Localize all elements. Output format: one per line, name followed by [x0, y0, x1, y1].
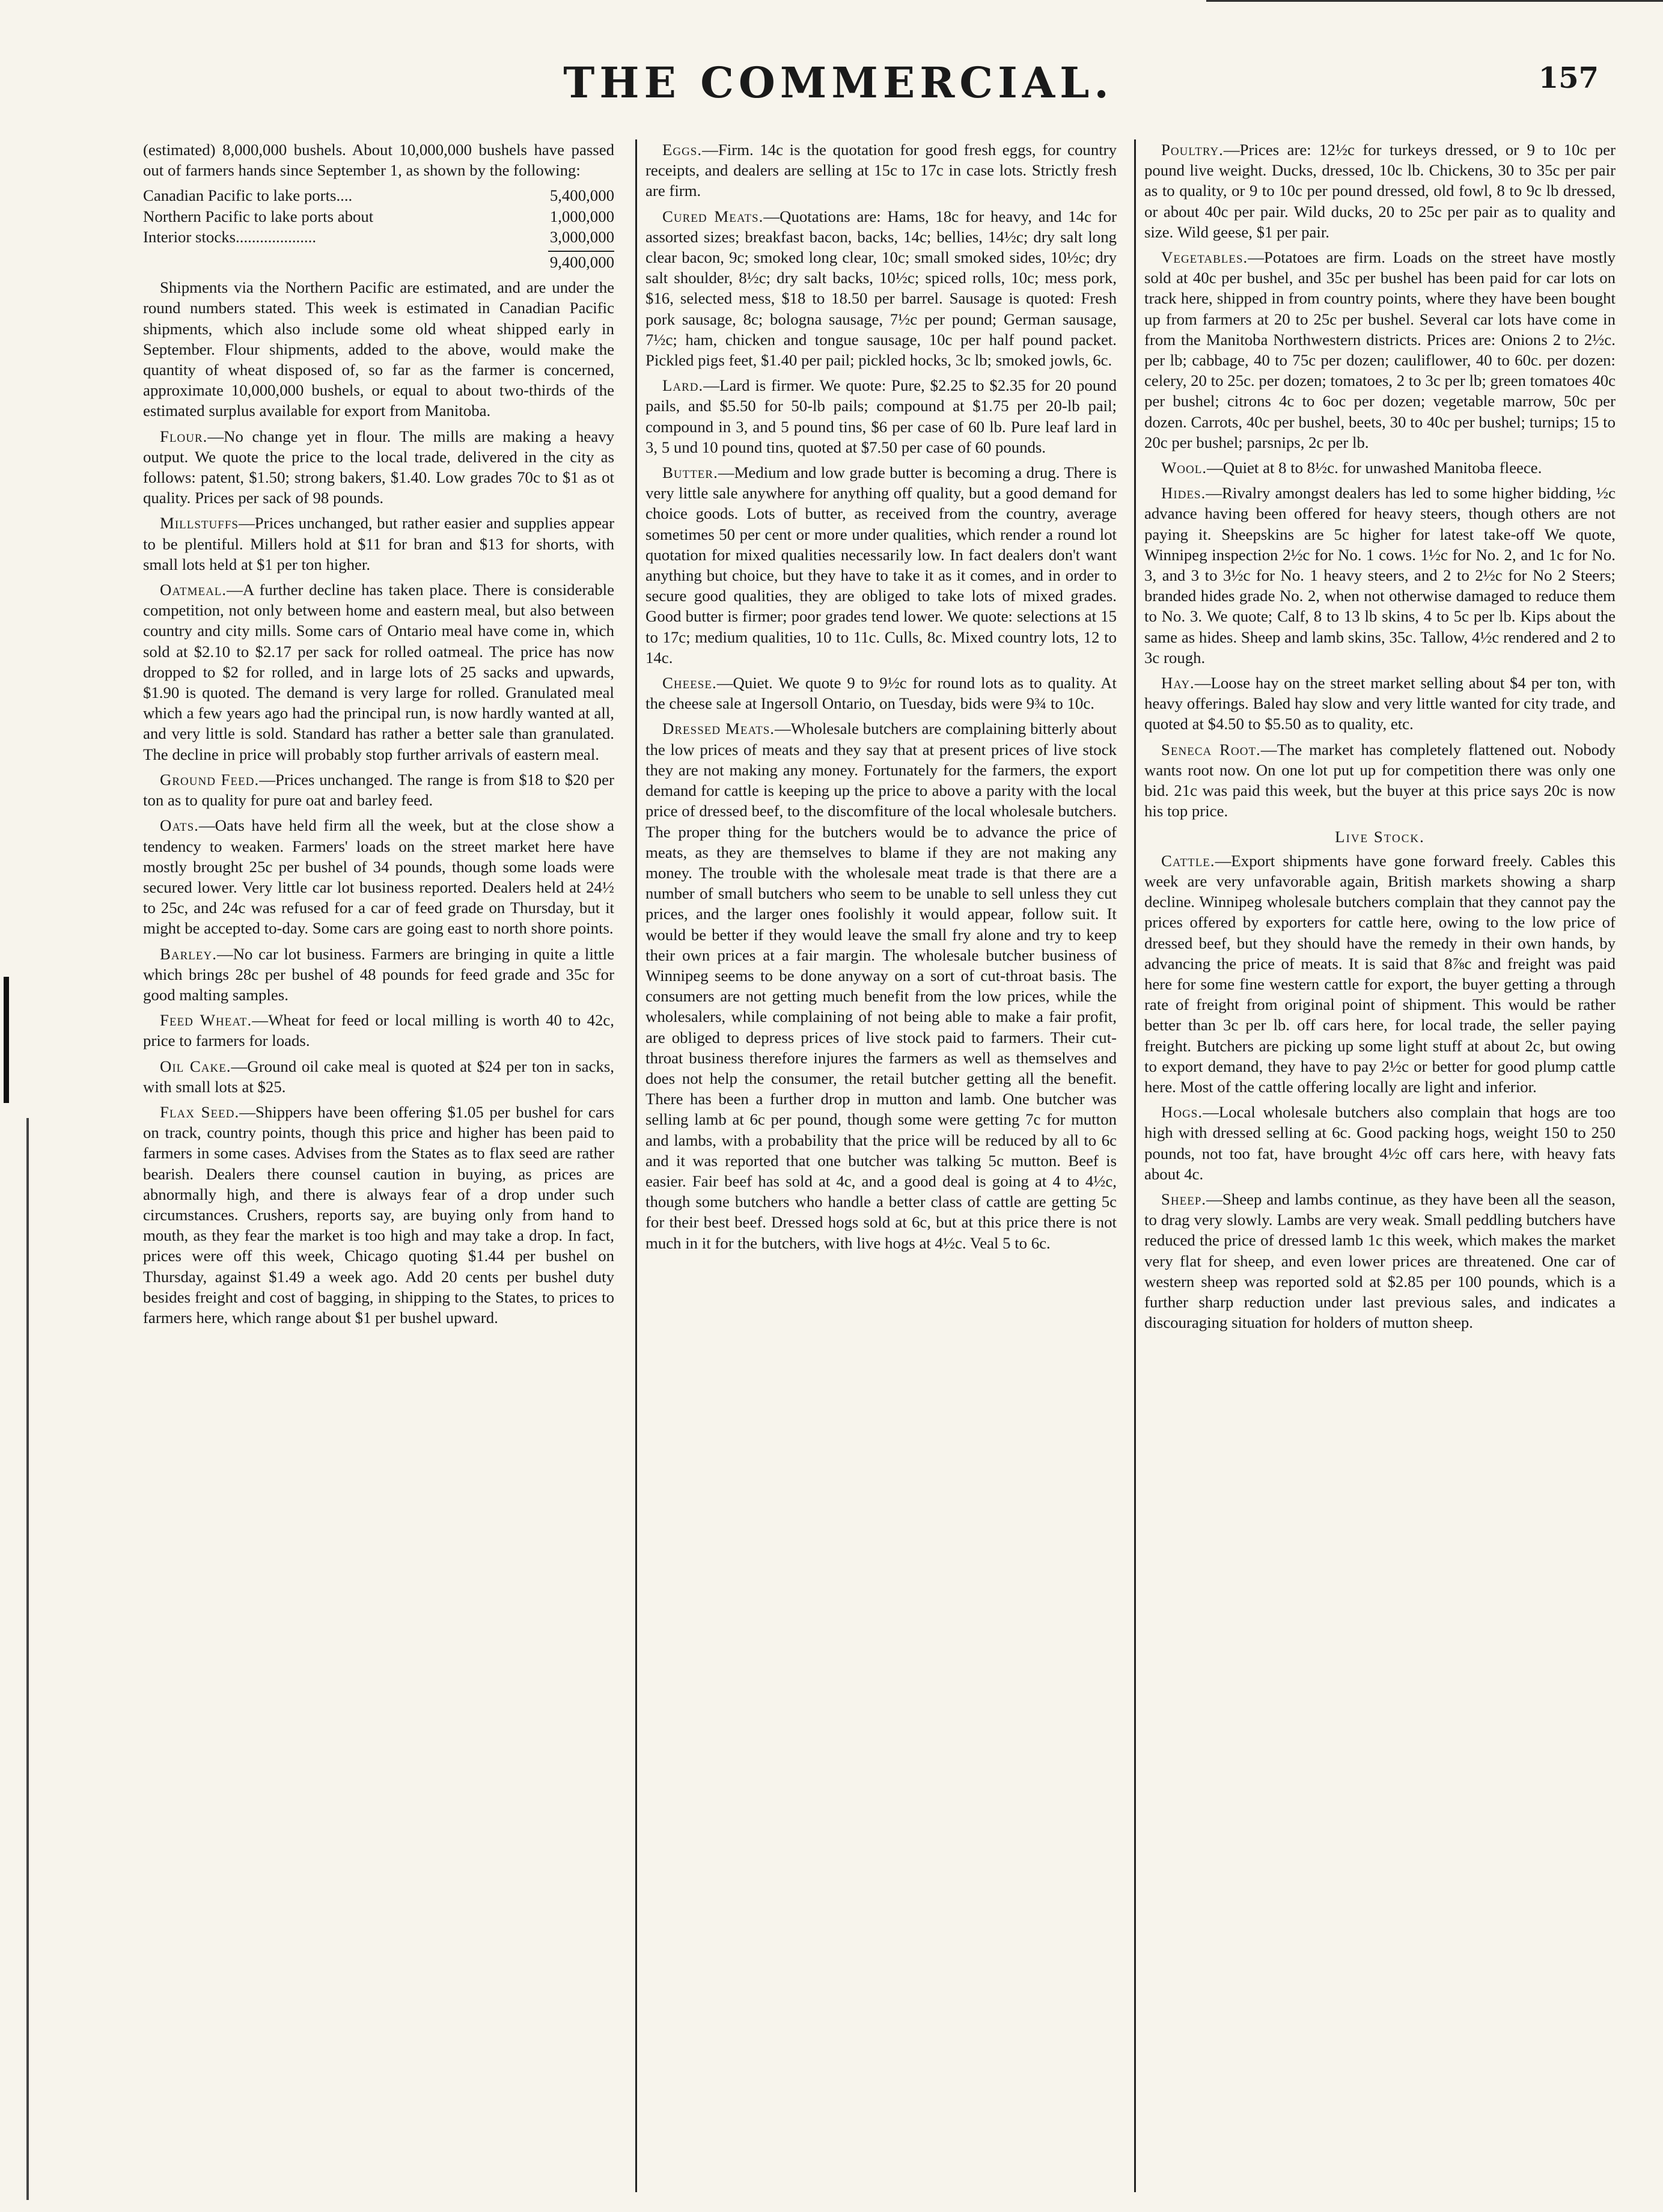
dressed-meats-paragraph — [645, 718, 1117, 1253]
row-value: 1,000,000 — [549, 207, 614, 225]
row-value: 5,400,000 — [549, 186, 614, 205]
column-rule-2 — [1134, 139, 1136, 2192]
binding-mark — [4, 977, 9, 1103]
section-heading: Lard. — [662, 376, 704, 395]
cattle-paragraph — [1144, 851, 1616, 1097]
section-text: —Lard is firmer. We quote: Pure, $2.25 to $2.35 for 20 pound pails, and $5.50 for 50-lb pails; compound at $1.75 per 20-lb pail; compound in 3, and 5 pound tins, $6 per case of 60 lb. Pure leaf lard in 3, 5 und 10 pound tins, quoted at $7.50 per case of 60 pounds. — [645, 376, 1117, 456]
section-text: —A further decline has taken place. There is considerable competition, not only between home and eastern meal, but also between country and city mills. Some cars of Ontario meal have come in, which sold at $2.10 to $2.17 per sack for rolled oatmeal. The price has now dropped to $2 for rolled, and in large lots of 25 sacks and upwards, $1.90 is quoted. The demand is very large for rolled. Granulated meal which a few years ago had the principal run, is now hardly wanted at all, and very little is sold. Standard has rather a better sale than granulated. The decline in price will probably stop further arrivals of eastern meal. — [143, 581, 614, 763]
lard-paragraph — [645, 375, 1117, 457]
section-text: —Quiet. We quote 9 to 9½c for round lots as to quality. At the cheese sale at Ingersoll Ontario, on Tuesday, bids were 9¾ to 10c. — [645, 674, 1117, 713]
row-label: Interior stocks.................... — [143, 227, 317, 246]
oats-paragraph — [143, 815, 614, 938]
column-3 — [1144, 139, 1616, 2195]
flour-paragraph — [143, 426, 614, 509]
section-heading: Cured Meats. — [662, 207, 764, 225]
seneca-root-paragraph — [1144, 739, 1616, 822]
hay-paragraph — [1144, 673, 1616, 735]
newspaper-title: THE COMMERCIAL. — [563, 58, 1114, 108]
row-label: Canadian Pacific to lake ports.... — [143, 186, 353, 205]
eggs-paragraph — [645, 139, 1117, 201]
section-heading: Cheese. — [662, 674, 717, 692]
page-edge-line — [26, 1118, 29, 2200]
shipment-row — [143, 185, 614, 206]
shipments-paragraph: Shipments via the Northern Pacific are estimated, and are under the round numbers stated. This week is estimated in Canadian Pacific shipments, which also include some old wheat shipped early in September. Flour shipments, added to the above, would make the quantity of wheat disposed of, so far as the farmer is concerned, approximate 10,000,000 bushels, or equal to about two-thirds of the estimated surplus available for export from Manitoba. — [143, 278, 614, 420]
column-2 — [645, 139, 1117, 2195]
section-heading: Wool. — [1161, 459, 1207, 477]
cured-meats-paragraph — [645, 206, 1117, 371]
section-text: —Prices are: 12½c for turkeys dressed, or 9 to 10c per pound live weight. Ducks, dressed, 10c lb. Chickens, 30 to 35c per pair as to quality, or 9 to 10c per pound dressed, old fowl, 8 to 9c lb dressed, or about 40c per pair. Wild ducks, 20 to 25c per pair as to quality and size. Wild geese, $1 per pair. — [1144, 141, 1616, 241]
hogs-paragraph — [1144, 1102, 1616, 1184]
live-stock-heading: Live Stock. — [1335, 827, 1425, 846]
shipment-row — [143, 206, 614, 227]
butter-paragraph — [645, 462, 1117, 668]
oatmeal-paragraph — [143, 579, 614, 765]
oil-cake-paragraph — [143, 1056, 614, 1097]
column-rule-1 — [635, 139, 637, 2192]
section-heading: Hogs. — [1161, 1103, 1203, 1122]
section-text: —Rivalry amongst dealers has led to some higher bidding, ½c advance having been offered for heavy steers, though others are not paying it. Sheepskins are 5c higher for latest take-off We quote, Winnipeg inspection 2½c for No. 1 cows. 1½c for No. 2, and 1c for No. 3, and 3 to 3½c for No. 1 heavy steers, and 2 to 2½c for No 2 Steers; branded hides grade No. 2, when not otherwise damaged to reduce them to No. 3. We quote; Calf, 8 to 13 lb skins, 4 to 5c per lb. Kips about the same as hides. Sheep and lamb skins, 35c. Tallow, 4½c rendered and 2 to 3c rough. — [1144, 484, 1616, 667]
section-heading: Oil Cake. — [160, 1057, 231, 1075]
millstuffs-paragraph — [143, 513, 614, 575]
sheep-paragraph — [1144, 1189, 1616, 1333]
page-header — [78, 58, 1599, 112]
section-heading: Hay. — [1161, 674, 1195, 692]
section-heading: Butter. — [662, 463, 718, 482]
section-text: —Medium and low grade butter is becoming a drug. There is very little sale anywhere for anything off quality, but a good demand for choice goods. Lots of butter, as received from the country, average sometimes 50 per cent or more under qualities, which render a round lot quotation for mixed qualities necessarily low. In fact dealers don't want anything but choice, but they have to take it as it comes, and in order to secure good qualities, they are obliged to take lots of mixed grades. Good butter is firmer; poor grades tend lower. We quote: selections at 15 to 17c; medium qualities, 10 to 11c. Culls, 8c. Mixed country lots, 12 to 14c. — [645, 463, 1117, 667]
section-text: —Wholesale butchers are complaining bitterly about the low prices of meats and they say that at present prices of live stock they are not making any money. Fortunately for the farmers, the export demand for cattle is keeping up the price to above a parity with the local price of dressed beef, to the discomfiture of the local wholesale butchers. The proper thing for the butchers would be to advance the price of meats, as they are themselves to blame if they are not making any money. The trouble with the wholesale meat trade is that there are a number of small butchers who seem to be unable to sell unless they cut prices, and the larger ones foolishly it would appear, follow suit. It would be better if they would leave the small fry alone and try to keep their own prices at a fair margin. The wholesale butcher business of Winnipeg seems to be done anyway on a sort of cut-throat basis. The consumers are not getting much benefit from the low prices, while the wholesalers, while complaining of not being able to make a fair profit, are obliged to depress prices of live stock paid to farmers. Their cut-throat business therefore injures the farmers as well as themselves and does not help the consumer, the retail butcher getting all the benefit. There has been a further drop in mutton and lamb. One butcher was selling lamb at 6c per pound, though some were getting 7c for mutton and lambs, with a probability that the price will be reduced by all to 6c and it was reported that one butcher was talking 5c mutton. Beef is easier. Fair beef has sold at 4c, and a good deal is going at 4 to 4½c, though some butchers who handle a better class of cattle are getting 5c for their best beef. Dressed hogs sold at 6c, but at this price there is not much in it for the butchers, with live hogs at 4½c. Veal 5 to 6c. — [645, 720, 1117, 1252]
section-text: —Ground oil cake meal is quoted at $24 per ton in sacks, with small lots at $25. — [143, 1057, 614, 1096]
section-heading: Millstuffs — [160, 514, 239, 533]
row-value: 3,000,000 — [549, 227, 614, 246]
section-heading: Cattle. — [1161, 851, 1215, 870]
section-heading: Ground Feed. — [160, 770, 260, 789]
shipment-row — [143, 227, 614, 247]
flax-seed-paragraph — [143, 1102, 614, 1328]
section-text: —The market has completely flattened out. Nobody wants root now. On one lot put up for competition there was only one bid. 21c was paid this week, but the buyer at this price says 20c is now his top price. — [1144, 740, 1616, 820]
row-label: Northern Pacific to lake ports about — [143, 207, 374, 225]
section-text: —Quotations are: Hams, 18c for heavy, and 14c for assorted sizes; breakfast bacon, backs, 14c; bellies, 14½c; dry salt long clear bacon, 9c; smoked long clear, 10c; small smoked sides, 10½c; dry salt shoulder, 8½c; dry salt backs, 10½c; spiced rolls, 10c; mess pork, $16, selected mess, $18 to 18.50 per barrel. Sausage is quoted: Fresh pork sausage, 8c; bologna sausage, 7½c per pound; German sausage, 7½c; ham, chicken and tongue sausage, 10c per half pound packet. Pickled pigs feet, $1.40 per pail; pickled hocks, 3c lb; smoked jowls, 6c. — [645, 207, 1117, 370]
column-1 — [143, 139, 614, 2195]
section-heading: Feed Wheat. — [160, 1011, 252, 1030]
section-text: —Export shipments have gone forward freely. Cables this week are very unfavorable again, British markets showing a sharp decline. Winnipeg wholesale butchers complain that they cannot pay the prices offered by exporters for cattle here, owing to the low price of dressed beef, but they should have the remedy in their own hands, by advancing the price of meats. It is said that 8⅞c and freight was paid here for some fine western cattle for export, the buyer getting a through rate of freight from original point of shipment. This would be rather better than 3c per lb. off cars here, for local trade, the seller paying freight. Butchers are picking up some light stuff at about 2c, but owing to export demand, they have to pay 2½c or better for good plump cattle here. Most of the cattle offering locally are light and inferior. — [1144, 851, 1616, 1096]
hides-paragraph — [1144, 483, 1616, 668]
section-text: —No car lot business. Farmers are bringing in quite a little which brings 28c per bushel of 48 pounds for feed grade and 35c for good malting samples. — [143, 944, 614, 1004]
section-text: —Firm. 14c is the quotation for good fresh eggs, for country receipts, and dealers are selling at 15c to 17c in case lots. Strictly fresh are firm. — [645, 141, 1117, 200]
section-text: —Wheat for feed or local milling is worth 40 to 42c, price to farmers for loads. — [143, 1011, 614, 1050]
section-heading: Seneca Root. — [1161, 740, 1261, 759]
ground-feed-paragraph — [143, 769, 614, 810]
wool-paragraph — [1144, 457, 1616, 478]
section-text: —Prices unchanged, but rather easier and supplies appear to be plentiful. Millers hold at $11 for bran and $13 for shorts, with small lots held at $1 per ton higher. — [143, 514, 614, 573]
section-text: —Shippers have been offering $1.05 per bushel for cars on track, country points, though this price and higher has been paid to farmers in some cases. Advises from the States as to flax seed are rather bearish. Dealers there counsel caution in buying, as prices are abnormally high, and there is always fear of a drop under such circumstances. Crushers, reports say, are buying only from hand to mouth, as they fear the market is too high and may take a drop. In fact, prices were off this week, Chicago quoting $1.44 per bushel on Thursday, against $1.49 a week ago. Add 20 cents per bushel duty besides freight and cost of bagging, in shipping to the States, to prices to farmers here, which range about $1 per bushel upward. — [143, 1102, 614, 1327]
section-text: —Oats have held firm all the week, but at the close show a tendency to weaken. Farmers' loads on the street market here have mostly brought 25c per bushel of 34 pounds, though some loads were secured lower. Very little car lot business reported. Dealers held at 24½ to 25c, and 24c was refused for a car of feed grade on Thursday, but it might be accepted to-day. Some cars are going east to north shore points. — [143, 816, 614, 938]
section-text: —Prices unchanged. The range is from $18 to $20 per ton as to quality for pure oat and barley feed. — [143, 770, 614, 810]
section-text: —Loose hay on the street market selling about $4 per ton, with heavy offerings. Baled hay slow and very little wanted for city trade, and quoted at $4.50 to $5.50 as to quality, etc. — [1144, 674, 1616, 733]
section-heading: Oats. — [160, 816, 199, 835]
section-text: —Quiet at 8 to 8½c. for unwashed Manitoba fleece. — [1207, 459, 1542, 477]
section-heading: Eggs. — [662, 141, 703, 159]
section-text: —No change yet in flour. The mills are making a heavy output. We quote the price to the local trade, delivered in the city as follows: patent, $1.50; strong bakers, $1.40. Low grades 70c to $1 as ot quality. Prices per sack of 98 pounds. — [143, 427, 614, 507]
barley-paragraph — [143, 944, 614, 1006]
section-text: —Sheep and lambs continue, as they have been all the season, to drag very slowly. Lambs are very weak. Small peddling butchers have reduced the price of dressed lamb 1c this week, which makes the market very flat for sheep, and even lower prices are threatened. One car of western sheep was reported sold at $2.85 per 100 pounds, which is a further sharp reduction under last previous sales, and indicates a discouraging situation for holders of mutton sheep. — [1144, 1190, 1616, 1332]
page-number: 157 — [1538, 61, 1599, 95]
section-heading: Dressed Meats. — [662, 720, 775, 738]
top-edge-rule — [1206, 0, 1663, 7]
section-text: —Local wholesale butchers also complain that hogs are too high with dressed selling at 6c. Good packing hogs, weight 150 to 250 pounds, not too fat, have brought 4½c off cars here, with heavy fats about 4c. — [1144, 1103, 1616, 1183]
section-heading: Oatmeal. — [160, 581, 227, 599]
section-heading: Poultry. — [1161, 141, 1224, 159]
section-heading: Vegetables. — [1161, 248, 1248, 267]
cheese-paragraph — [645, 673, 1117, 713]
section-heading: Barley. — [160, 944, 217, 963]
section-heading: Flour. — [160, 427, 208, 445]
feed-wheat-paragraph — [143, 1010, 614, 1051]
section-heading: Sheep. — [1161, 1190, 1207, 1208]
poultry-paragraph — [1144, 139, 1616, 242]
shipment-total: 9,400,000 — [549, 253, 614, 272]
section-heading: Hides. — [1161, 484, 1206, 503]
section-text: —Potatoes are firm. Loads on the street have mostly sold at 40c per bushel, and 35c per bushel has been paid for car lots on track here, shipped in from country points, where they have been bought up from farmers at 20 to 25c per bushel. Several car lots have come in from the Manitoba Northwestern districts. Prices are: Onions 2 to 2½c. per lb; cabbage, 40 to 75c per dozen; cauliflower, 40 to 60c. per dozen: celery, 20 to 25c. per dozen; tomatoes, 2 to 3c per lb; green tomatoes 40c per bushel; citrons 4c to 6oc per dozen; vegetable marrow, 50c per dozen. Carrots, 40c per bushel, beets, 30 to 40c per bushel; turnips; 15 to 20c per bushel; parsnips, 2c per lb. — [1144, 248, 1616, 451]
intro-paragraph: (estimated) 8,000,000 bushels. About 10,000,000 bushels have passed out of farmers hands since September 1, as shown by the following: — [143, 141, 614, 180]
vegetables-paragraph — [1144, 247, 1616, 453]
section-heading: Flax Seed. — [160, 1102, 240, 1121]
